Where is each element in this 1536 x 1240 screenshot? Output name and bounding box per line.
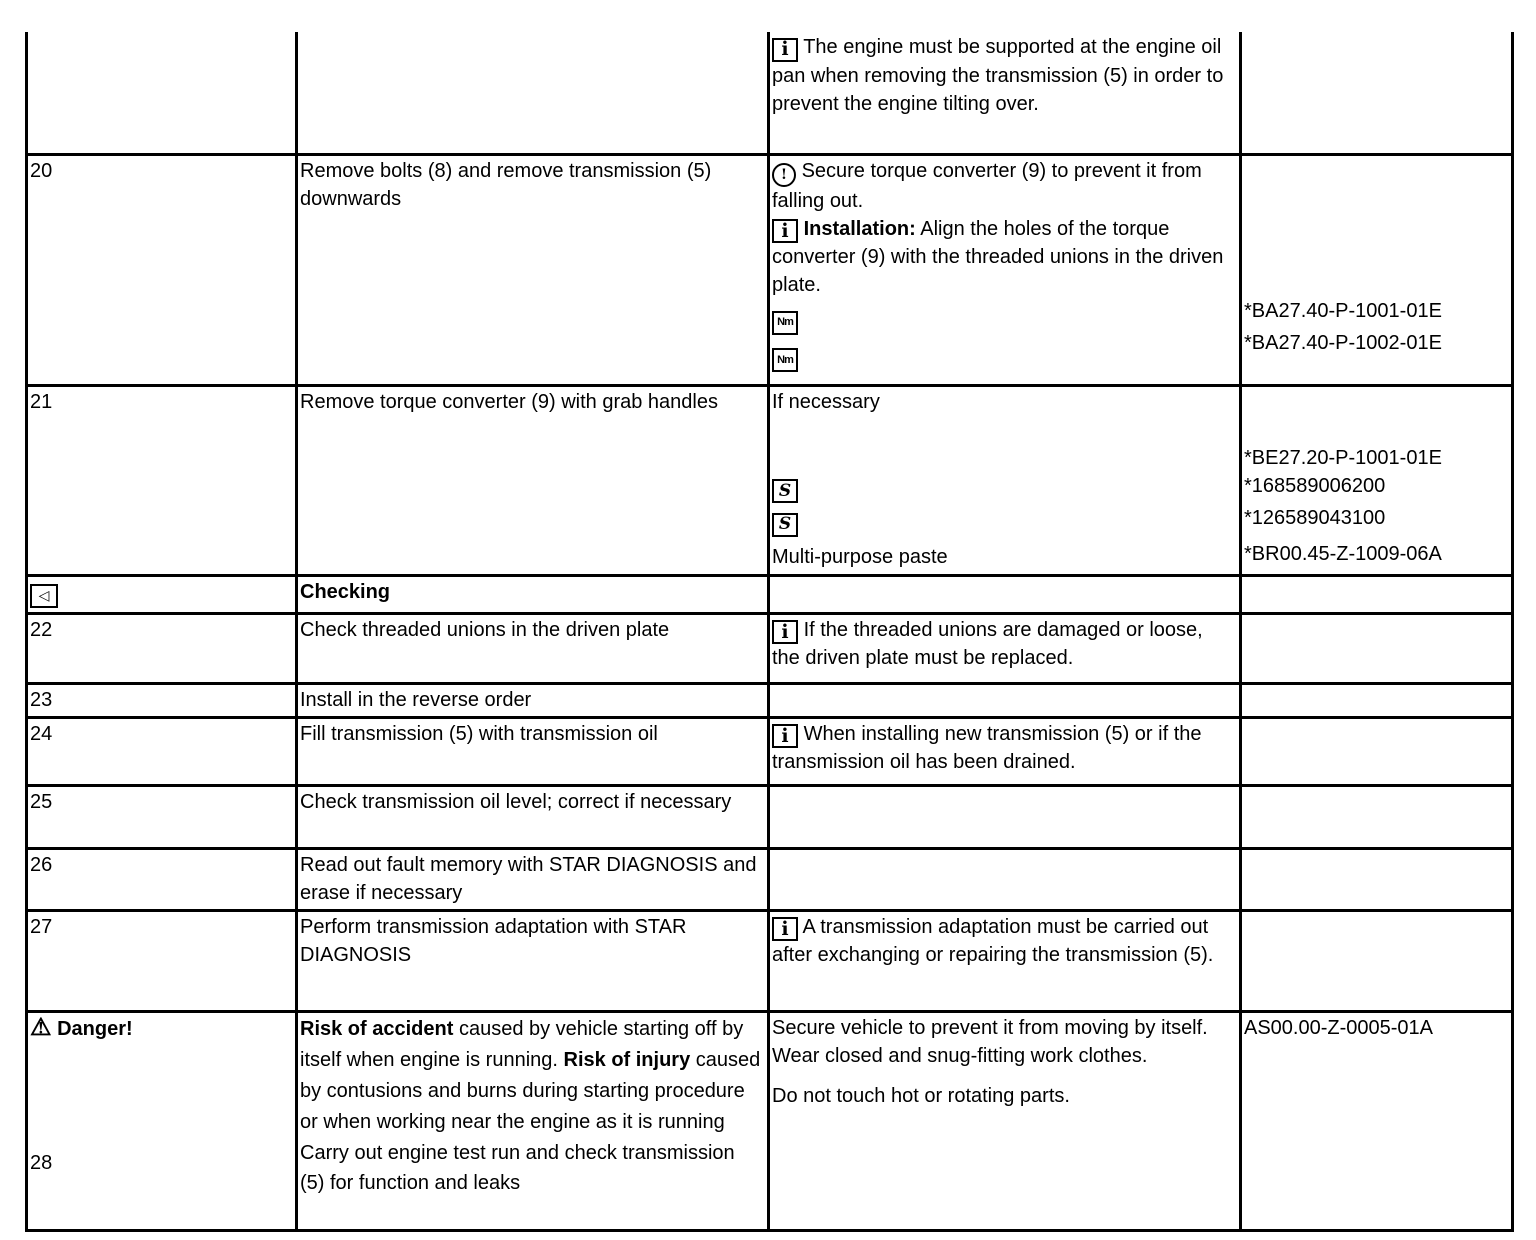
table-row [27,32,1513,154]
reference-link[interactable]: AS00.00-Z-0005-01A [1244,1016,1434,1039]
back-arrow-icon: ◁ [30,584,58,608]
info-icon: i [772,38,798,62]
reference-cell [1241,385,1513,575]
table-row [27,785,1513,848]
table-row [27,1011,1513,1230]
step-number: 22 [27,613,297,683]
step-number: 28 [30,1151,53,1174]
info-icon: i [772,724,798,748]
table-row [27,575,1513,613]
danger-text: Risk of accident caused by vehicle starting off by itself when engine is running. Risk of injury caused by contusions and burns during starting procedure or when working near the engine as it is running [300,1017,761,1133]
step-number: 26 [27,848,297,910]
note-cell: i A transmission adaptation must be carried out after exchanging or repairing the transmission (5). [769,910,1241,1011]
table-row [27,910,1513,1011]
reference-link[interactable]: *BE27.20-P-1001-01E [1244,446,1442,469]
step-number: 20 [27,154,297,385]
step-action: Remove torque converter (9) with grab handles [297,385,769,575]
note-cell: ! Secure torque converter (9) to prevent it from falling out. i Installation: Align the holes of the torque converter (9) with the threaded unions in the driven plate. Nm Nm [769,154,1241,385]
step-number: 23 [27,683,297,717]
info-icon: i [772,917,798,941]
reference-link[interactable]: *BR00.45-Z-1009-06A [1244,542,1442,565]
stop-icon: ! [772,163,796,187]
table-row [27,613,1513,683]
table-row [27,717,1513,785]
step-action: Check transmission oil level; correct if necessary [297,785,769,848]
step-action: Remove bolts (8) and remove transmission (5) downwards [297,154,769,385]
warning-icon: ⚠ [30,1013,52,1041]
step-action: Check threaded unions in the driven plate [297,613,769,683]
reference-link[interactable]: *126589043100 [1244,506,1386,529]
section-heading: Checking [297,575,769,613]
step-action: Fill transmission (5) with transmission oil [297,717,769,785]
reference-link[interactable]: *BA27.40-P-1002-01E [1244,331,1442,354]
info-icon: i [772,620,798,644]
table-row [27,154,1513,385]
special-tool-icon: S [772,479,798,503]
danger-label-line: ⚠ Danger! [30,1013,133,1041]
note-cell: i If the threaded unions are damaged or loose, the driven plate must be replaced. [769,613,1241,683]
table-row [27,385,1513,575]
step-action: Install in the reverse order [297,683,769,717]
step-action: Read out fault memory with STAR DIAGNOSIS and erase if necessary [297,848,769,910]
torque-icon: Nm [772,348,798,372]
reference-link[interactable]: *168589006200 [1244,474,1386,497]
note-cell: If necessary S S Multi-purpose paste [769,385,1241,575]
step-action: Carry out engine test run and check transmission (5) for function and leaks [300,1141,735,1194]
info-icon: i [772,219,798,243]
note-cell: Secure vehicle to prevent it from moving by itself. Wear closed and snug-fitting work clothes. Do not touch hot or rotating parts. [769,1011,1241,1230]
reference-cell [1241,154,1513,385]
special-tool-icon: S [772,513,798,537]
note-cell: i When installing new transmission (5) or if the transmission oil has been drained. [769,717,1241,785]
step-number: 24 [27,717,297,785]
table-row [27,683,1513,717]
step-number: 21 [27,385,297,575]
step-number: 27 [27,910,297,1011]
step-number: 25 [27,785,297,848]
step-action: Perform transmission adaptation with STAR DIAGNOSIS [297,910,769,1011]
torque-icon: Nm [772,311,798,335]
reference-cell [1241,1011,1513,1230]
procedure-table [25,32,1514,1232]
table-row [27,848,1513,910]
note-cell: i The engine must be supported at the engine oil pan when removing the transmission (5) in order to prevent the engine tilting over. [769,32,1241,154]
reference-link[interactable]: *BA27.40-P-1001-01E [1244,299,1442,322]
